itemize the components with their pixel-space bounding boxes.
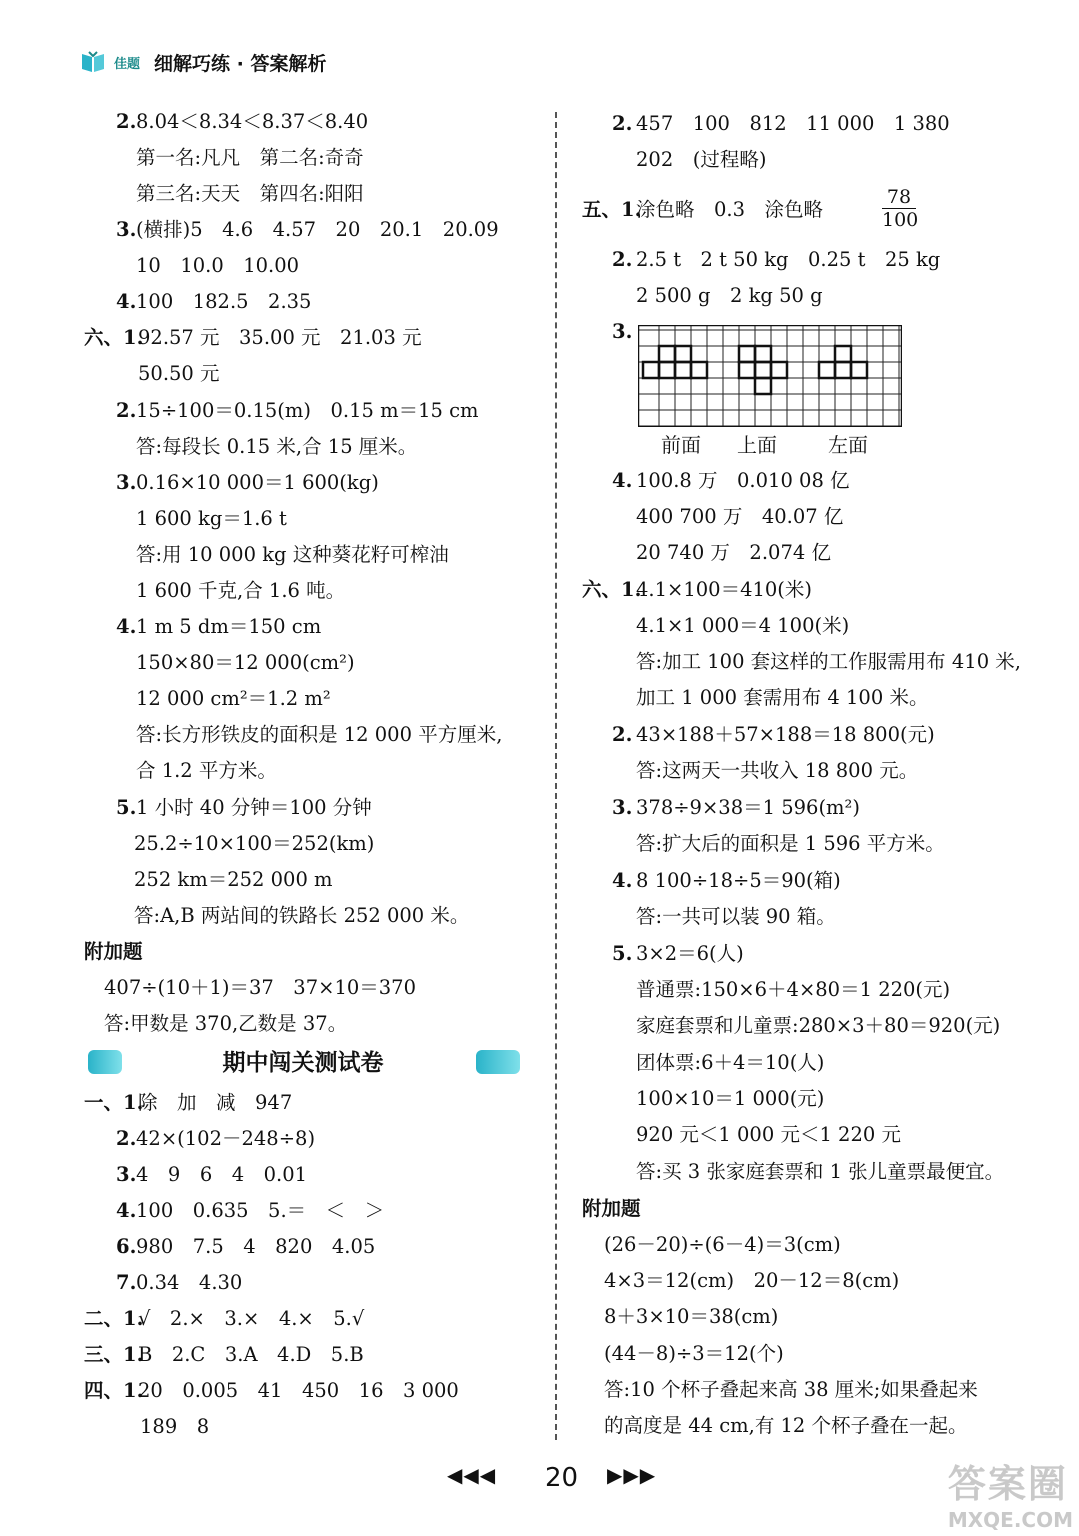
question-number: 附加题: [84, 940, 143, 963]
answer-text: 4×3＝12(cm) 20－12＝8(cm): [604, 1269, 900, 1292]
question-number: 5.: [116, 796, 137, 819]
brand-name: 佳题: [114, 56, 141, 72]
grid-label-front: 前面: [661, 433, 701, 457]
answer-text: 407÷(10＋1)＝37 37×10＝370: [104, 976, 416, 999]
question-number: 六、1.: [582, 578, 642, 601]
section-banner: [88, 1046, 520, 1080]
answer-text: 20 0.005 41 450 16 3 000: [138, 1379, 459, 1402]
fraction-numerator: 78: [882, 186, 916, 209]
answer-text: 100 0.635 5.＝ ＜ ＞: [136, 1199, 385, 1222]
question-number: 六、1.: [84, 326, 144, 349]
answer-text: 43×188＋57×188＝18 800(元): [636, 723, 935, 746]
answer-text: 980 7.5 4 820 4.05: [136, 1235, 376, 1258]
answer-text: 团体票:6＋4＝10(人): [636, 1051, 825, 1074]
answer-text: 普通票:150×6＋4×80＝1 220(元): [636, 978, 951, 1001]
question-number: 2.: [612, 112, 633, 135]
watermark-title: 答案圈: [947, 1462, 1068, 1506]
answer-text: 答:这两天一共收入 18 800 元。: [636, 759, 919, 782]
question-number: 一、1.: [84, 1091, 144, 1114]
answer-text: 42×(102－248÷8): [136, 1127, 316, 1150]
answer-text: 4.1×100＝410(米): [636, 578, 813, 601]
answer-text: 0.16×10 000＝1 600(kg): [136, 471, 379, 494]
section-title: 期中闯关测试卷: [222, 1050, 384, 1076]
question-number: 四、1.: [84, 1379, 144, 1402]
question-number: 2.: [612, 723, 633, 746]
question-number: 6.: [116, 1235, 137, 1258]
answer-text: 答:用 10 000 kg 这种葵花籽可榨油: [136, 543, 449, 566]
answer-text: 50.50 元: [138, 362, 220, 385]
answer-text: 8 100÷18÷5＝90(箱): [636, 869, 841, 892]
answer-text: 378÷9×38＝1 596(m²): [636, 796, 860, 819]
page-header: [80, 48, 326, 76]
answer-text: (26－20)÷(6－4)＝3(cm): [604, 1233, 841, 1256]
answer-text: 100 182.5 2.35: [136, 290, 312, 313]
answer-text: 20 740 万 2.074 亿: [636, 541, 831, 564]
answer-text: (44－8)÷3＝12(个): [604, 1342, 784, 1365]
answer-text: 12 000 cm²＝1.2 m²: [136, 687, 331, 710]
answer-text: 答:A,B 两站间的铁路长 252 000 米。: [134, 904, 470, 927]
answer-text: 2.5 t 2 t 50 kg 0.25 t 25 kg: [636, 248, 941, 271]
question-number: 二、1.: [84, 1307, 144, 1330]
answer-text: 4.1×1 000＝4 100(米): [636, 614, 850, 637]
answer-text: 4 9 6 4 0.01: [136, 1163, 308, 1186]
answer-text: 15÷100＝0.15(m) 0.15 m＝15 cm: [136, 399, 479, 422]
answer-text: 第一名:凡凡 第二名:奇奇: [136, 146, 364, 169]
question-number: 三、1.: [84, 1343, 144, 1366]
question-number: 2.: [612, 248, 633, 271]
question-number: 4.: [116, 290, 137, 313]
answer-text: 92.57 元 35.00 元 21.03 元: [138, 326, 422, 349]
answer-text: 150×80＝12 000(cm²): [136, 651, 355, 674]
question-number: 3.: [116, 218, 137, 241]
answer-text: √ 2.× 3.× 4.× 5.√: [138, 1307, 365, 1330]
question-number: 5.: [612, 942, 633, 965]
answer-text: 答:扩大后的面积是 1 596 平方米。: [636, 832, 945, 855]
question-number: 五、1.: [582, 198, 642, 221]
answer-text: 3×2＝6(人): [636, 942, 744, 965]
fraction-denominator: 100: [882, 209, 919, 231]
answer-text: 8＋3×10＝38(cm): [604, 1305, 779, 1328]
question-number: 4.: [116, 615, 137, 638]
answer-text: 家庭套票和儿童票:280×3＋80＝920(元): [636, 1014, 1001, 1037]
three-view-grid: [638, 325, 902, 427]
answer-text: 10 10.0 10.00: [136, 254, 300, 277]
answer-text: 答:甲数是 370,乙数是 37。: [104, 1012, 348, 1035]
prev-arrows-icon: ◀◀◀: [447, 1463, 497, 1487]
answer-text: 涂色略 0.3 涂色略: [636, 198, 824, 221]
question-number: 3.: [116, 471, 137, 494]
answer-text: 合 1.2 平方米。: [136, 759, 277, 782]
fraction: [882, 186, 919, 231]
watermark: [948, 1453, 1073, 1532]
grid-label-top: 上面: [737, 433, 777, 457]
answer-text: B 2.C 3.A 4.D 5.B: [138, 1343, 364, 1366]
answer-text: 答:买 3 张家庭套票和 1 张儿童票最便宜。: [636, 1160, 1005, 1183]
question-number: 2.: [116, 1127, 137, 1150]
answer-text: 答:长方形铁皮的面积是 12 000 平方厘米,: [136, 723, 503, 746]
answer-text: 25.2÷10×100＝252(km): [134, 832, 375, 855]
answer-text: 1 600 千克,合 1.6 吨。: [136, 579, 346, 602]
answer-text: 2 500 g 2 kg 50 g: [636, 284, 823, 307]
question-number: 3.: [612, 796, 633, 819]
answer-text: 920 元＜1 000 元＜1 220 元: [636, 1123, 901, 1146]
answer-text: 除 加 减 947: [138, 1091, 293, 1114]
answer-text: 第三名:天天 第四名:阳阳: [136, 182, 364, 205]
answer-text: 的高度是 44 cm,有 12 个杯子叠在一起。: [604, 1414, 968, 1437]
answer-text: 189 8: [140, 1415, 210, 1438]
question-number: 附加题: [582, 1197, 641, 1220]
question-number: 7.: [116, 1271, 137, 1294]
answer-text: 400 700 万 40.07 亿: [636, 505, 844, 528]
header-title: 细解巧练 · 答案解析: [154, 52, 327, 75]
question-number: 2.: [116, 399, 137, 422]
answer-text: 1 600 kg＝1.6 t: [136, 507, 287, 530]
banner-pill-right: [476, 1050, 520, 1074]
answer-text: 100×10＝1 000(元): [636, 1087, 825, 1110]
question-number: 3.: [612, 320, 633, 343]
question-number: 4.: [612, 469, 633, 492]
answer-text: 8.04＜8.34＜8.37＜8.40: [136, 110, 369, 133]
answer-text: 457 100 812 11 000 1 380: [636, 112, 950, 135]
answer-text: 答:加工 100 套这样的工作服需用布 410 米,: [636, 650, 1022, 673]
page-footer: [0, 1463, 1079, 1499]
question-number: 4.: [116, 1199, 137, 1222]
answer-text: 答:每段长 0.15 米,合 15 厘米。: [136, 435, 418, 458]
answer-text: 1 m 5 dm＝150 cm: [136, 615, 322, 638]
question-number: 2.: [116, 110, 137, 133]
watermark-url: MXQE.COM: [947, 1508, 1073, 1532]
answer-text: (横排)5 4.6 4.57 20 20.1 20.09: [136, 218, 499, 241]
next-arrows-icon: ▶▶▶: [607, 1463, 657, 1487]
question-number: 4.: [612, 869, 633, 892]
answer-text: 202 (过程略): [636, 148, 767, 171]
answer-text: 0.34 4.30: [136, 1271, 243, 1294]
answer-text: 252 km＝252 000 m: [134, 868, 333, 891]
grid-label-left: 左面: [828, 433, 868, 457]
answer-text: 加工 1 000 套需用布 4 100 米。: [636, 686, 929, 709]
column-divider: [555, 112, 557, 1440]
answer-text: 答:一共可以装 90 箱。: [636, 905, 836, 928]
question-number: 3.: [116, 1163, 137, 1186]
book-logo-icon: [80, 50, 106, 74]
answer-text: 答:10 个杯子叠起来高 38 厘米;如果叠起来: [604, 1378, 978, 1401]
answer-text: 100.8 万 0.010 08 亿: [636, 469, 850, 492]
answer-text: 1 小时 40 分钟＝100 分钟: [136, 796, 372, 819]
banner-pill-left: [88, 1050, 122, 1074]
page-number: 20: [545, 1463, 579, 1493]
